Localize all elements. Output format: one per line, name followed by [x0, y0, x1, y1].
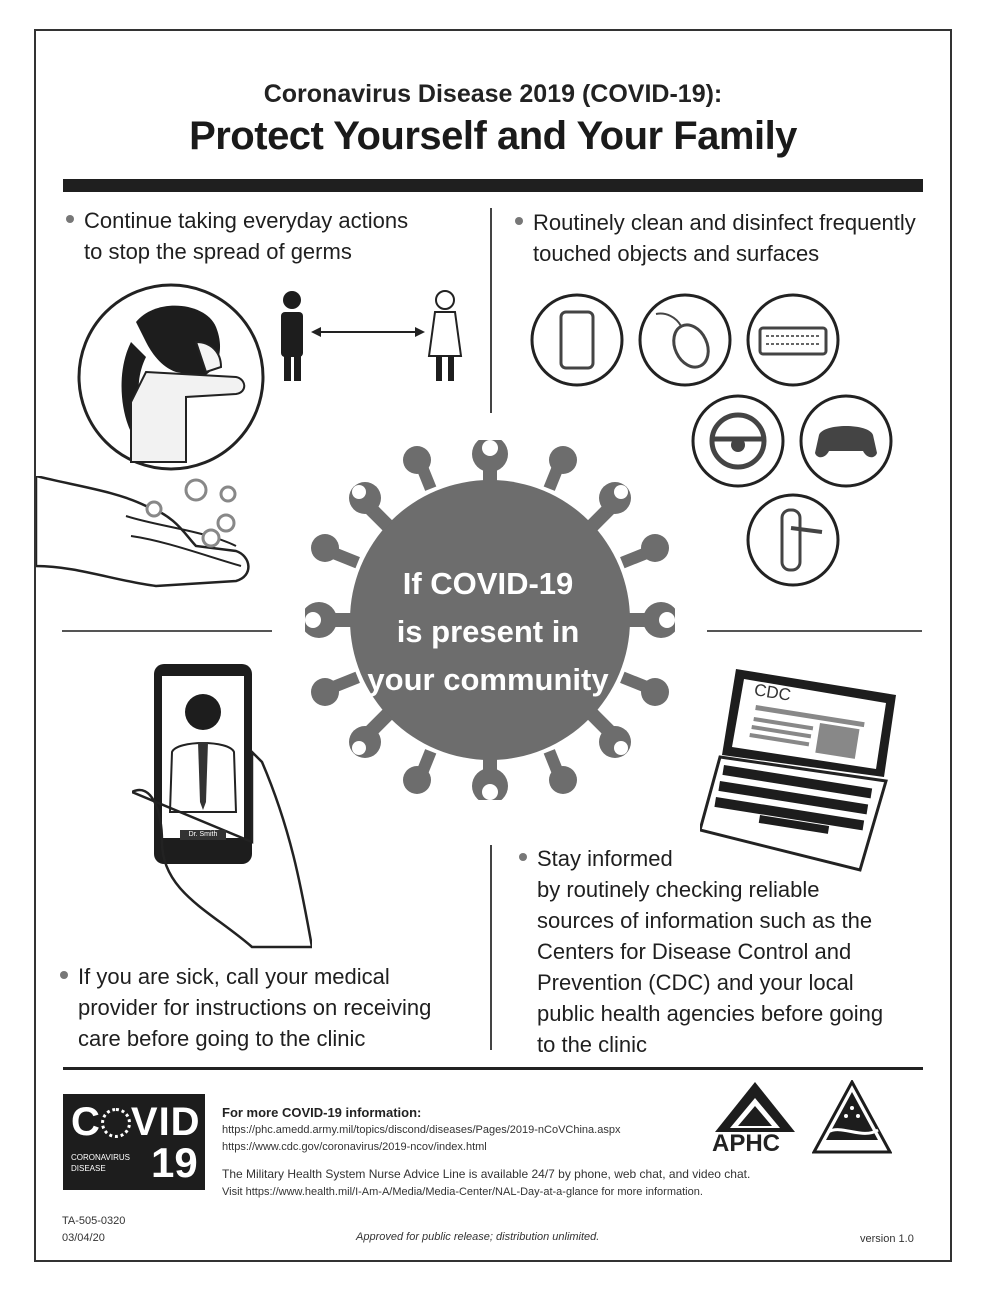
bullet-text: Prevention (CDC) and your local: [537, 970, 854, 995]
footer-divider: [63, 1067, 923, 1070]
bullet-text: sources of information such as the: [537, 908, 873, 933]
phone-caller-label: Dr. Smith: [180, 830, 226, 840]
cough-into-elbow-icon: [76, 282, 266, 472]
telehealth-phone-illustration: [132, 662, 312, 952]
hand-holding-phone-icon: [132, 662, 312, 952]
logo-letters-vid: VID: [130, 1100, 201, 1144]
hand-washing-icon: [36, 476, 266, 606]
logo-subtitle-line: DISEASE: [71, 1164, 106, 1173]
bullet-dot: [60, 971, 68, 979]
bullet-text: provider for instructions on receiving: [78, 995, 432, 1020]
phone-surface-icon: [528, 292, 626, 388]
steering-wheel-surface-icon: [689, 393, 787, 489]
bullet-text: Routinely clean and disinfect frequently: [533, 210, 916, 235]
social-distance-icon: [275, 288, 465, 388]
logo-subtitle: [71, 1152, 130, 1174]
bullet-text: Continue taking everyday actions: [84, 208, 409, 233]
bullet-text: care before going to the clinic: [78, 1026, 366, 1051]
keyboard-surface-icon: [744, 292, 842, 388]
bullet-text: Stay informed: [537, 846, 673, 871]
logo-word: [71, 1102, 201, 1142]
aphc-wordmark: APHC: [712, 1130, 781, 1157]
info-heading: For more COVID-19 information:: [222, 1105, 422, 1120]
bullet-text: to the clinic: [537, 1032, 648, 1057]
bullet-call-provider: [60, 961, 431, 1054]
virus-message-line: If COVID-19: [402, 566, 574, 601]
bullet-text: touched objects and surfaces: [533, 241, 820, 266]
door-handle-surface-icon: [744, 492, 842, 588]
bullet-stay-informed: [519, 843, 883, 1060]
virus-message: [358, 560, 618, 704]
bullet-text: If you are sick, call your medical: [78, 964, 390, 989]
bullet-dot: [515, 217, 523, 225]
page-title: Protect Yourself and Your Family: [189, 114, 797, 158]
horizontal-divider-left: [62, 630, 272, 632]
vertical-divider-bottom: [490, 845, 492, 1050]
bullet-text: to stop the spread of germs: [84, 239, 352, 264]
bullet-text: public health agencies before going: [537, 1001, 884, 1026]
horizontal-divider-right: [707, 630, 922, 632]
nurse-advice-line-text: The Military Health System Nurse Advice Line is available 24/7 by phone, web chat, and video chat.: [222, 1167, 751, 1181]
logo-virus-icon: [101, 1108, 131, 1138]
aphc-logo: [710, 1080, 800, 1160]
bullet-everyday-actions: [66, 205, 408, 267]
bullet-clean-disinfect: [515, 207, 916, 269]
vertical-divider-top: [490, 208, 492, 413]
bullet-text: by routinely checking reliable: [537, 877, 820, 902]
mouse-surface-icon: [636, 292, 734, 388]
logo-number: 19: [151, 1139, 198, 1186]
bullet-dot: [66, 215, 74, 223]
title-divider: [63, 179, 923, 192]
laptop-screen-label: CDC: [752, 680, 793, 705]
bullet-text: Centers for Disease Control and: [537, 939, 852, 964]
virus-message-line: is present in: [396, 614, 580, 649]
nurse-advice-link-text: Visit https://www.health.mil/I-Am-A/Media/Media-Center/NAL-Day-at-a-glance for more information.: [222, 1186, 703, 1198]
info-link-phc[interactable]: https://phc.amedd.army.mil/topics/discond/diseases/Pages/2019-nCoVChina.aspx: [222, 1124, 621, 1136]
aphc-triangle-icon: [710, 1080, 800, 1135]
page-subtitle: Coronavirus Disease 2019 (COVID-19):: [263, 80, 723, 108]
bullet-dot: [519, 853, 527, 861]
game-controller-surface-icon: [797, 393, 895, 489]
virus-message-line: your community: [367, 662, 609, 697]
army-flag-triangle-icon: [812, 1080, 892, 1155]
logo-subtitle-line: CORONAVIRUS: [71, 1153, 130, 1162]
release-statement: Approved for public release; distribution unlimited.: [356, 1231, 600, 1243]
covid-19-logo: [63, 1094, 205, 1190]
document-number: TA-505-0320: [62, 1215, 126, 1227]
info-link-cdc[interactable]: https://www.cdc.gov/coronavirus/2019-ncov/index.html: [222, 1141, 487, 1153]
version-label: version 1.0: [860, 1233, 914, 1245]
logo-letter-c: C: [71, 1100, 101, 1144]
document-date: 03/04/20: [62, 1232, 105, 1244]
